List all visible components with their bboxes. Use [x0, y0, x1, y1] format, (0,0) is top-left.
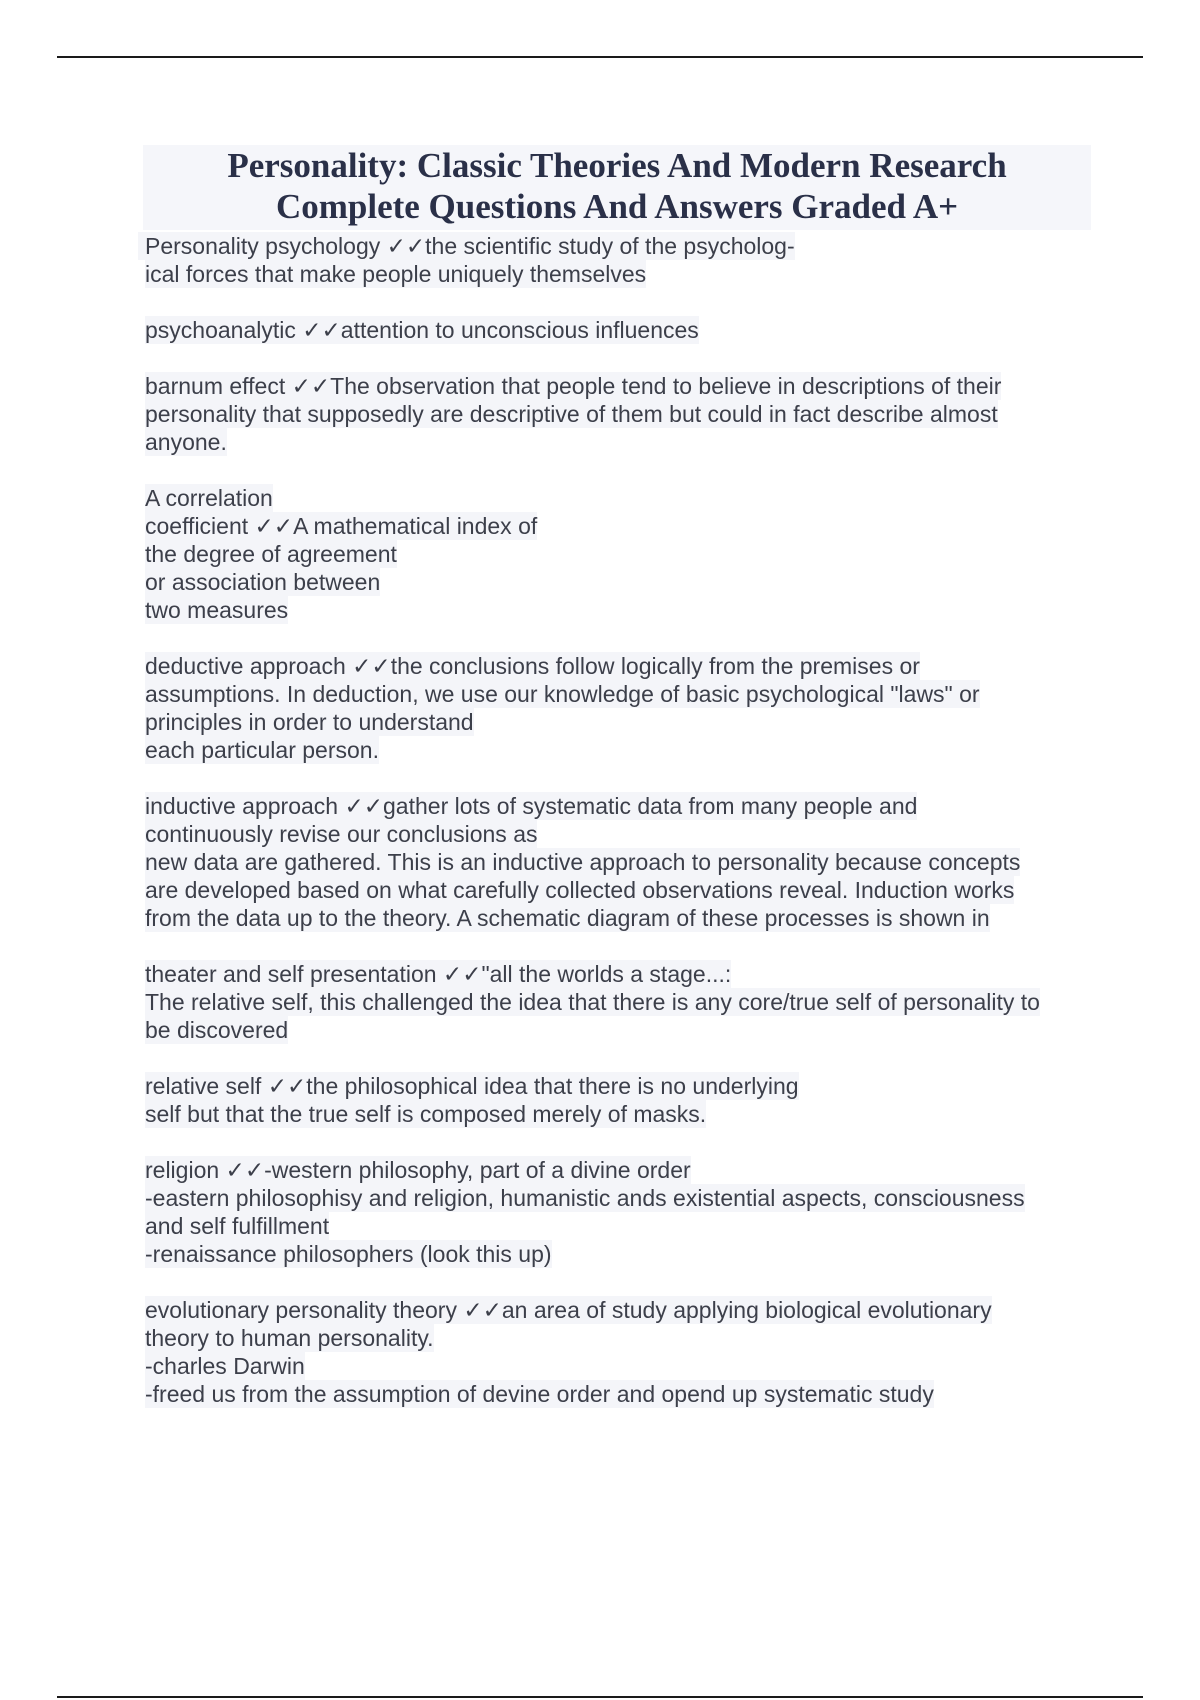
qa-entry — [145, 1072, 1105, 1128]
entry-line: each particular person. — [145, 737, 379, 763]
entry-line: be discovered — [145, 1017, 289, 1043]
entry-line: ical forces that make people uniquely themselves — [145, 261, 647, 287]
entry-line: psychoanalytic ✓✓attention to unconscious influences — [145, 317, 699, 343]
entry-line: barnum effect ✓✓The observation that people tend to believe in descriptions of their — [145, 373, 1002, 399]
bottom-rule — [57, 1696, 1143, 1698]
qa-entry — [145, 652, 1105, 764]
qa-entry — [145, 792, 1105, 932]
entry-line: theory to human personality. — [145, 1325, 434, 1351]
entry-line: new data are gathered. This is an inductive approach to personality because concepts — [145, 849, 1021, 875]
qa-entry — [145, 484, 1105, 624]
qa-entry — [145, 372, 1105, 456]
entry-line: two measures — [145, 597, 289, 623]
entry-line: and self fulfillment — [145, 1213, 330, 1239]
entry-line: anyone. — [145, 429, 227, 455]
top-rule — [57, 56, 1143, 58]
entry-line: -eastern philosophisy and religion, humanistic ands existential aspects, consciousness — [145, 1185, 1025, 1211]
qa-entry — [145, 1156, 1105, 1268]
entry-line: Personality psychology ✓✓the scientific study of the psycholog- — [138, 232, 795, 260]
entry-line: -charles Darwin — [145, 1353, 305, 1379]
qa-list — [145, 232, 1105, 1436]
qa-entry — [145, 960, 1105, 1044]
entry-line: inductive approach ✓✓gather lots of systematic data from many people and — [145, 793, 918, 819]
title-line-2: Complete Questions And Answers Graded A+ — [275, 187, 959, 226]
entry-line: A correlation — [145, 485, 273, 511]
entry-line: from the data up to the theory. A schematic diagram of these processes is shown in — [145, 905, 990, 931]
entry-line: self but that the true self is composed merely of masks. — [145, 1101, 707, 1127]
entry-line: coefficient ✓✓A mathematical index of — [145, 513, 538, 539]
entry-line: principles in order to understand — [145, 709, 474, 735]
qa-entry — [145, 316, 1105, 344]
entry-line: the degree of agreement — [145, 541, 397, 567]
entry-line: -renaissance philosophers (look this up) — [145, 1241, 552, 1267]
entry-line: -freed us from the assumption of devine order and opend up systematic study — [145, 1381, 934, 1407]
entry-line: religion ✓✓-western philosophy, part of a divine order — [145, 1157, 691, 1183]
entry-line: assumptions. In deduction, we use our knowledge of basic psychological "laws" or — [145, 681, 980, 707]
entry-line: relative self ✓✓the philosophical idea that there is no underlying — [145, 1073, 799, 1099]
qa-entry — [145, 232, 1105, 288]
title-line-1: Personality: Classic Theories And Modern Research — [227, 146, 1007, 185]
entry-line: theater and self presentation ✓✓"all the worlds a stage...: — [145, 961, 732, 987]
qa-entry — [145, 1296, 1105, 1408]
entry-line: continuously revise our conclusions as — [145, 821, 538, 847]
entry-line: or association between — [145, 569, 381, 595]
entry-line: The relative self, this challenged the idea that there is any core/true self of personality to — [145, 989, 1040, 1015]
entry-line: are developed based on what carefully collected observations reveal. Induction works — [145, 877, 1015, 903]
entry-line: deductive approach ✓✓the conclusions follow logically from the premises or — [145, 653, 920, 679]
entry-line: personality that supposedly are descriptive of them but could in fact describe almost — [145, 401, 998, 427]
document-title — [143, 145, 1091, 230]
entry-line: evolutionary personality theory ✓✓an area of study applying biological evolutionary — [145, 1297, 992, 1323]
